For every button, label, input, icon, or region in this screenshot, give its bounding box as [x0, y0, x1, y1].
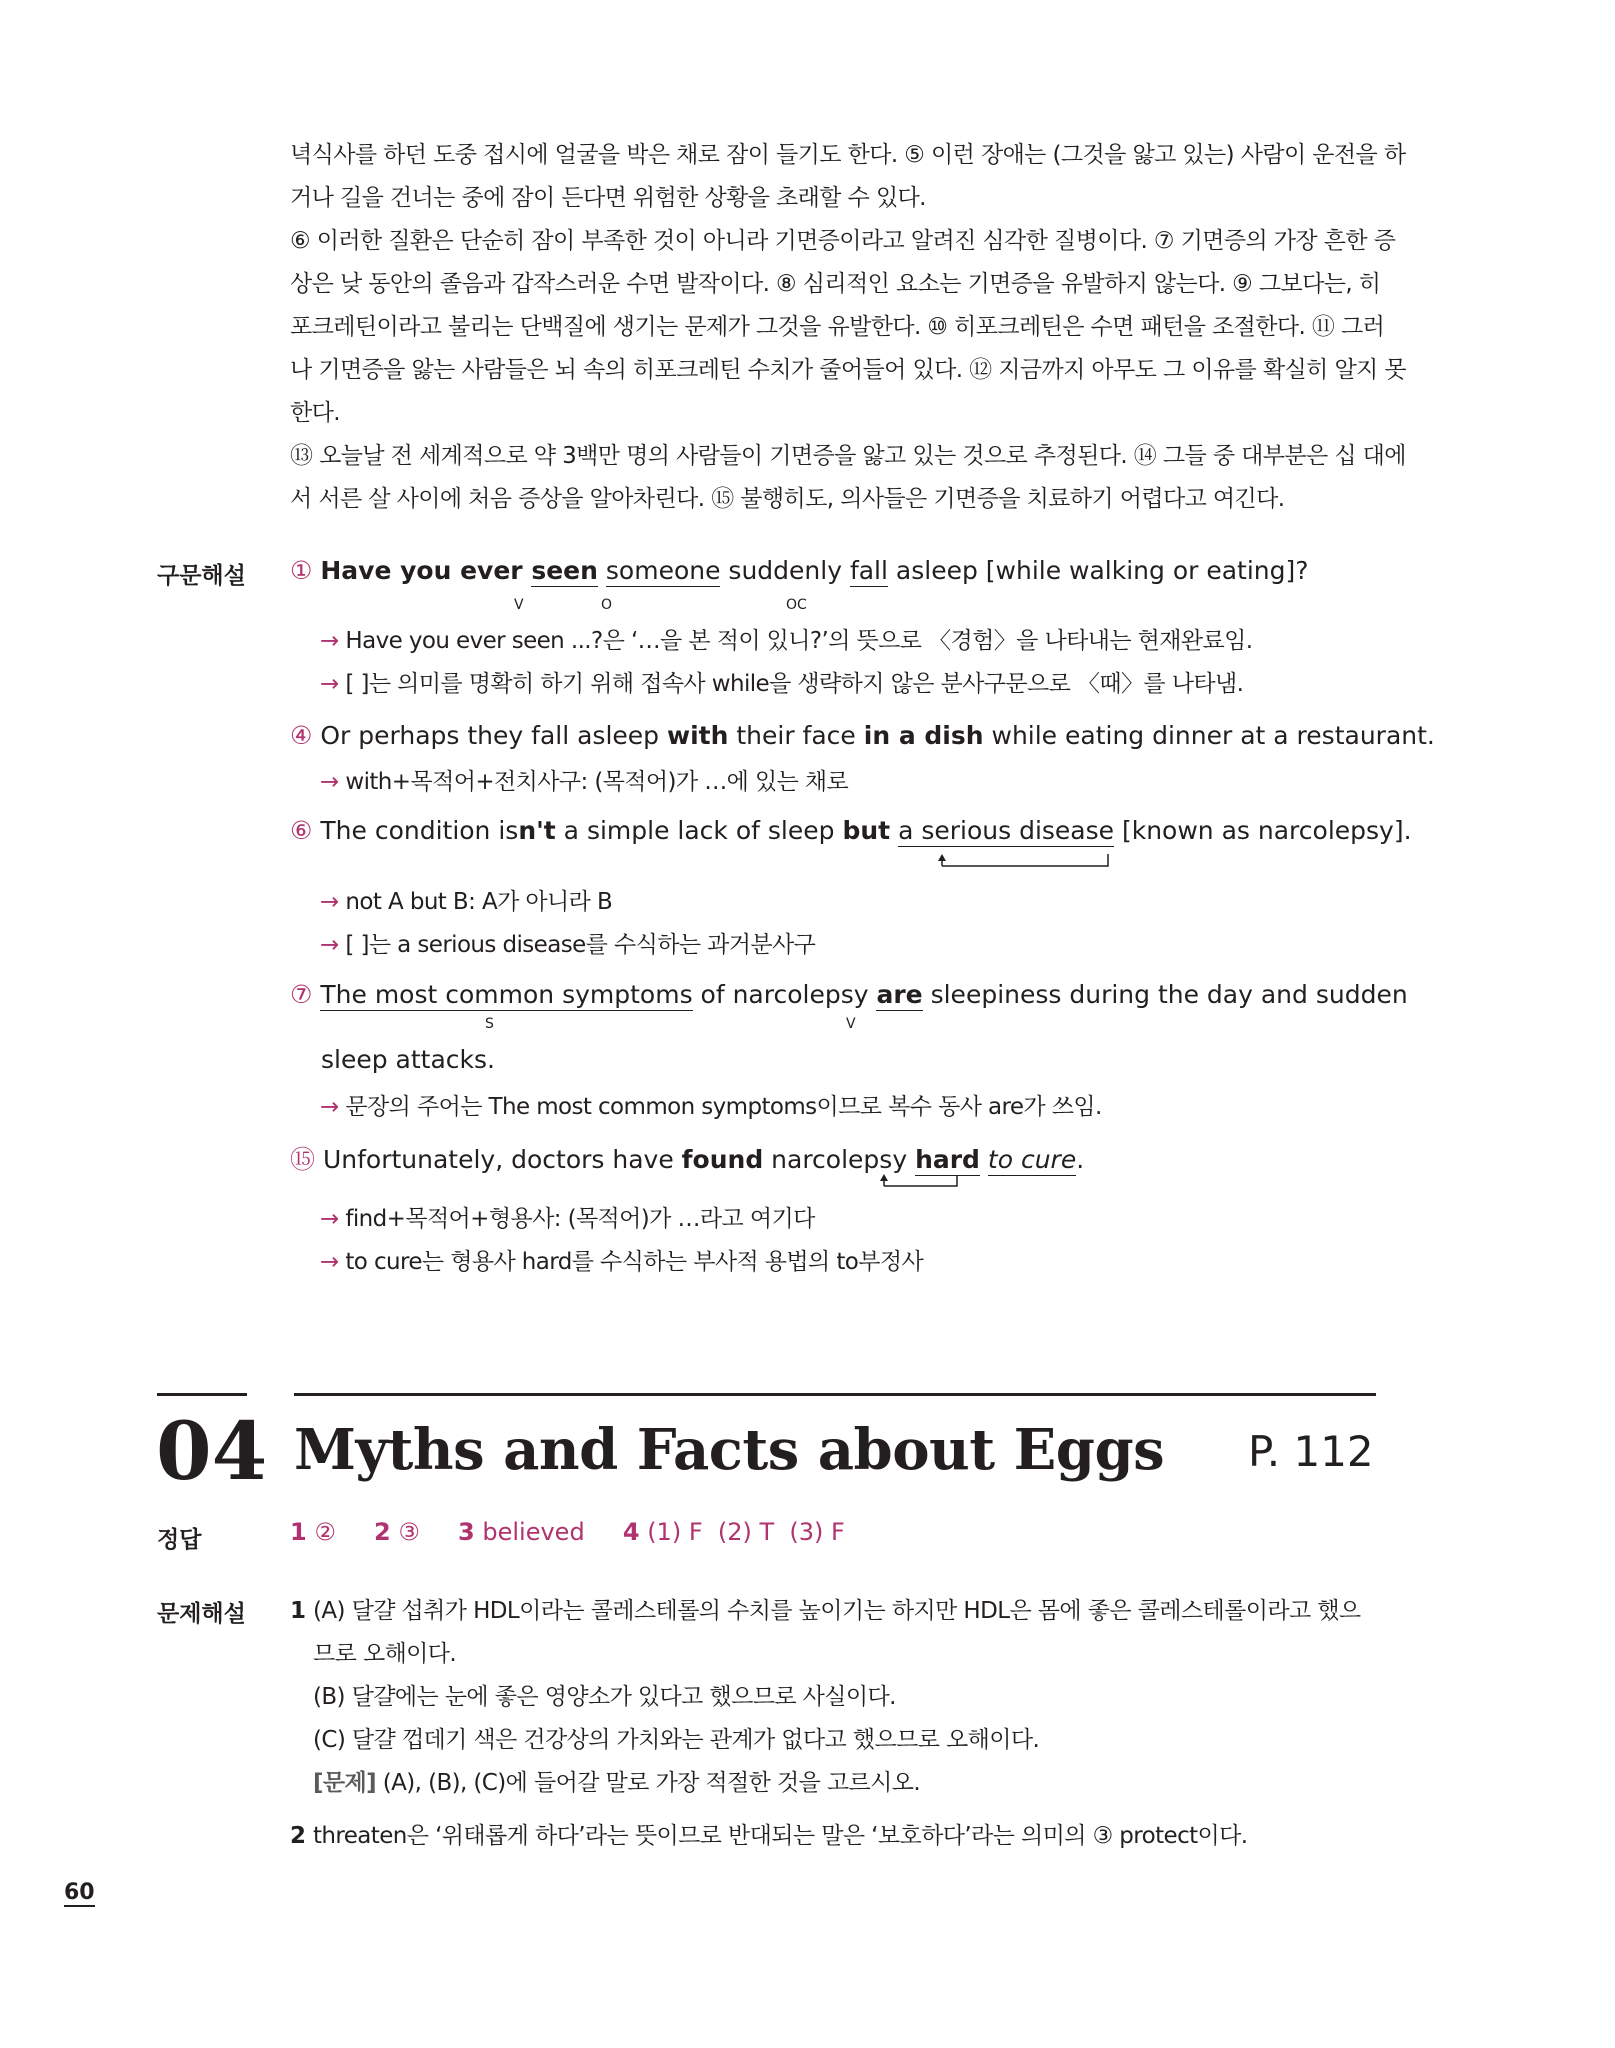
syntax-sentence-6: ⑥ The condition isn't a simple lack of sleep but a serious disease [known as narcolepsy].	[290, 816, 1412, 845]
syntax-note: → not A but B: A가 아니라 B	[320, 889, 613, 915]
syntax-label: 구문해설	[157, 563, 246, 589]
arrow-icon: →	[320, 1094, 339, 1120]
syntax-sentence-7: ⑦ The most common symptoms of narcolepsy are sleepiness during the day and sudden	[290, 980, 1408, 1009]
translation-line: 한다.	[290, 400, 340, 426]
modifier-arrow-icon	[872, 1170, 972, 1192]
page-number: 60	[64, 1880, 95, 1905]
answer-value: believed	[482, 1518, 585, 1546]
answer-number: 4	[622, 1518, 640, 1546]
adjective-underline: hard	[915, 1145, 980, 1174]
syntax-note: → [ ]는 의미를 명확히 하기 위해 접속사 while을 생략하지 않은 분사구문으로 〈때〉를 나타냄.	[320, 671, 1244, 697]
translation-line: 거나 길을 건너는 중에 잠이 든다면 위험한 상황을 초래할 수 있다.	[290, 185, 926, 211]
answer-number: 3	[458, 1518, 475, 1546]
syntax-sentence-4: ④ Or perhaps they fall asleep with their face in a dish while eating dinner at a restaurant.	[290, 721, 1435, 750]
arrow-icon: →	[320, 628, 339, 654]
explanation-question: [문제] (A), (B), (C)에 들어갈 말로 가장 적절한 것을 고르시오.	[313, 1770, 921, 1796]
syntax-sentence-7-cont: sleep attacks.	[321, 1045, 495, 1074]
grammar-mark-v: V	[514, 597, 524, 613]
question-number: 1	[290, 1598, 306, 1624]
translation-line: 녁식사를 하던 도중 접시에 얼굴을 박은 채로 잠이 들기도 한다. ⑤ 이런 장애는 (그것을 앓고 있는) 사람이 운전을 하	[290, 142, 1406, 168]
circled-number: ⑦	[290, 980, 313, 1009]
explanation-line: (C) 달걀 껍데기 색은 건강상의 가치와는 관계가 없다고 했으므로 오해이다.	[313, 1727, 1040, 1753]
modifier-arrow-icon	[930, 848, 1120, 872]
syntax-note: → with+목적어+전치사구: (목적어)가 …에 있는 채로	[320, 769, 849, 795]
answers-label: 정답	[157, 1527, 202, 1553]
arrow-icon: →	[320, 932, 339, 958]
arrow-icon: →	[320, 769, 339, 795]
grammar-mark-oc: OC	[786, 597, 807, 613]
section-title: Myths and Facts about Eggs	[294, 1417, 1165, 1483]
explanation-label: 문제해설	[157, 1601, 246, 1627]
answers-list	[290, 1518, 845, 1546]
syntax-note: → Have you ever seen ...?은 ‘…을 본 적이 있니?’의 뜻으로 〈경험〉을 나타내는 현재완료임.	[320, 628, 1253, 654]
arrow-icon: →	[320, 889, 339, 915]
section-page-ref: P. 112	[1248, 1427, 1374, 1476]
infinitive-underline: to cure	[987, 1145, 1077, 1174]
circled-number: ④	[290, 721, 313, 750]
grammar-mark-s: S	[485, 1016, 494, 1032]
arrow-icon: →	[320, 1249, 339, 1275]
syntax-note: → 문장의 주어는 The most common symptoms이므로 복수 동사 are가 쓰임.	[320, 1094, 1102, 1120]
translation-line: 나 기면증을 앓는 사람들은 뇌 속의 히포크레틴 수치가 줄어들어 있다. ⑫ 지금까지 아무도 그 이유를 확실히 알지 못	[290, 357, 1407, 383]
syntax-note: → [ ]는 a serious disease를 수식하는 과거분사구	[320, 932, 816, 958]
translation-line: ⑥ 이러한 질환은 단순히 잠이 부족한 것이 아니라 기면증이라고 알려진 심각한 질병이다. ⑦ 기면증의 가장 흔한 증	[290, 228, 1396, 254]
answer-value: (1) F (2) T (3) F	[647, 1518, 845, 1546]
arrow-icon: →	[320, 671, 339, 697]
explanation-line: (B) 달걀에는 눈에 좋은 영양소가 있다고 했으므로 사실이다.	[313, 1684, 896, 1710]
verb-underline: are	[876, 980, 923, 1009]
translation-line: 포크레틴이라고 불리는 단백질에 생기는 문제가 그것을 유발한다. ⑩ 히포크레틴은 수면 패턴을 조절한다. ⑪ 그러	[290, 314, 1385, 340]
answer-value: ③	[398, 1518, 420, 1546]
arrow-icon: →	[320, 1206, 339, 1232]
answer-number: 2	[374, 1518, 391, 1546]
syntax-sentence-15: ⑮ Unfortunately, doctors have found narcolepsy hard to cure.	[290, 1145, 1085, 1174]
question-tag: [문제]	[313, 1770, 377, 1796]
explanation-line: 므로 오해이다.	[313, 1641, 457, 1667]
modified-noun-underline: a serious disease	[898, 816, 1115, 845]
complement-underline: fall	[849, 556, 888, 585]
subject-underline: The most common symptoms	[320, 980, 693, 1009]
syntax-note: → find+목적어+형용사: (목적어)가 …라고 여기다	[320, 1206, 815, 1232]
syntax-sentence-1: ① Have you ever seen someone suddenly fall asleep [while walking or eating]?	[290, 556, 1309, 585]
explanation-line: (A) 달걀 섭취가 HDL이라는 콜레스테롤의 수치를 높이기는 하지만 HDL은 몸에 좋은 콜레스테롤이라고 했으	[313, 1598, 1361, 1624]
grammar-mark-o: O	[601, 597, 613, 613]
translation-line: ⑬ 오늘날 전 세계적으로 약 3백만 명의 사람들이 기면증을 앓고 있는 것으로 추정된다. ⑭ 그들 중 대부분은 십 대에	[290, 443, 1406, 469]
grammar-mark-v: V	[846, 1016, 856, 1032]
answer-value: ②	[314, 1518, 336, 1546]
explanation-line: threaten은 ‘위태롭게 하다’라는 뜻이므로 반대되는 말은 ‘보호하다’라는 의미의 ③ protect이다.	[313, 1823, 1248, 1849]
verb-underline: seen	[531, 556, 598, 585]
question-number: 2	[290, 1823, 306, 1849]
translation-line: 상은 낮 동안의 졸음과 갑작스러운 수면 발작이다. ⑧ 심리적인 요소는 기면증을 유발하지 않는다. ⑨ 그보다는, 히	[290, 271, 1381, 297]
answer-number: 1	[290, 1518, 307, 1546]
section-rule-left	[157, 1393, 247, 1396]
section-rule-right	[294, 1393, 1376, 1396]
section-number: 04	[156, 1404, 268, 1498]
circled-number: ①	[290, 556, 313, 585]
syntax-note: → to cure는 형용사 hard를 수식하는 부사적 용법의 to부정사	[320, 1249, 924, 1275]
circled-number: ⑥	[290, 816, 313, 845]
circled-number: ⑮	[290, 1145, 316, 1174]
translation-line: 서 서른 살 사이에 처음 증상을 알아차린다. ⑮ 불행히도, 의사들은 기면증을 치료하기 어렵다고 여긴다.	[290, 486, 1285, 512]
object-underline: someone	[605, 556, 721, 585]
